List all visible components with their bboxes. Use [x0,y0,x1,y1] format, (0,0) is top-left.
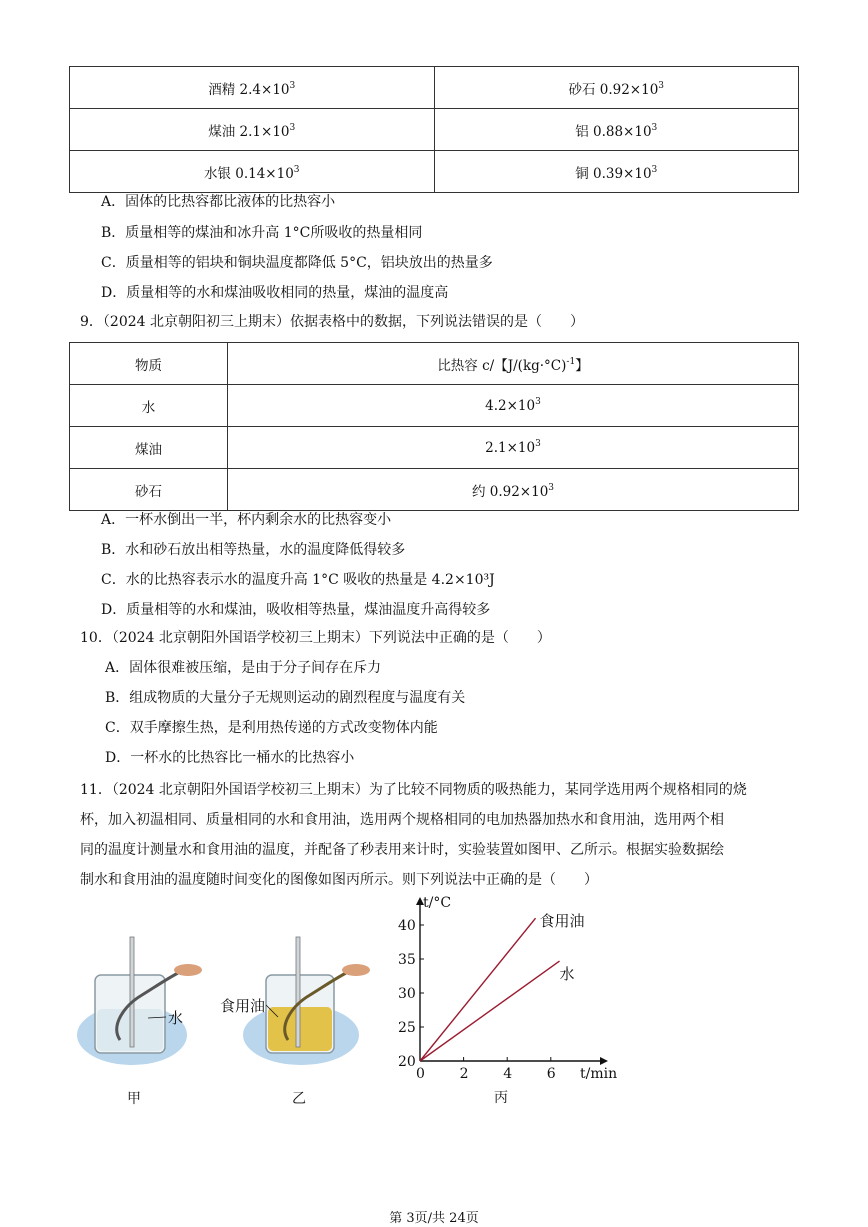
table1-cell-exponent: 3 [658,80,665,91]
table2-substance: 砂石 [70,469,228,511]
table2-substance: 煤油 [70,427,228,469]
table2-header-substance: 物质 [70,343,228,385]
table1-cell-exponent: 3 [289,80,296,91]
table1-row [70,109,799,151]
q10-option-b: B．组成物质的大量分子无规则运动的剧烈程度与温度有关 [105,690,466,706]
yi-heater-plug [342,964,370,976]
table2-value-exponent: 3 [535,397,541,407]
yi-thermometer [296,937,300,1047]
y-tick-label: 20 [398,1054,416,1070]
table2-value-text: 约 0.92×10 [471,483,549,500]
y-tick-label: 40 [398,918,416,934]
yi-figure-label: 乙 [292,1091,306,1107]
specific-heat-table-1 [69,66,799,193]
table2-row [70,427,799,469]
bing-figure-label: 丙 [494,1090,508,1106]
q9-option-c: C．水的比热容表示水的温度升高 1°C 吸收的热量是 4.2×10³J [101,572,495,588]
yi-liquid-label: 食用油 [220,997,266,1015]
y-tick-label: 30 [398,986,416,1002]
q10-option-a: A．固体很难被压缩，是由于分子间存在斥力 [105,660,382,676]
table2-value-exponent: 3 [535,439,541,449]
table1-cell-left [70,151,435,193]
y-tick-label: 25 [398,1020,416,1036]
q9-option-d: D．质量相等的水和煤油，吸收相等热量，煤油温度升高得较多 [101,602,491,618]
table1-cell-text: 酒精 2.4×10 [208,81,290,98]
q10-option-d: D．一杯水的比热容比一桶水的比热容小 [105,750,355,766]
table1-cell-left [70,109,435,151]
table2-substance: 水 [70,385,228,427]
q11-line-2: 杯，加入初温相同、质量相同的水和食用油，选用两个规格相同的电加热器加热水和食用油，选用两个相 [80,812,724,828]
y-tick-label: 35 [398,952,416,968]
table1-cell-exponent: 3 [293,164,300,175]
table1-row [70,67,799,109]
x-axis-label: t/min [580,1066,618,1082]
q10-stem: 10．（2024 北京朝阳外国语学校初三上期末）下列说法中正确的是（ ） [80,630,551,646]
table1-cell-text: 砂石 0.92×10 [568,81,659,98]
x-axis-arrow [600,1057,608,1065]
jia-thermometer [130,937,134,1047]
table1-cell-text: 铜 0.39×10 [575,165,652,182]
table2-value [228,427,799,469]
jia-liquid-label: 水 [168,1009,184,1027]
q8-option-c: C．质量相等的铝块和铜块温度都降低 5°C，铝块放出的热量多 [101,255,493,271]
table2-value-text: 2.1×10 [485,440,536,456]
y-axis-label: t/°C [423,895,452,911]
table2-row [70,385,799,427]
table1-cell-left [70,67,435,109]
series-line-water [420,961,560,1061]
table1-row [70,151,799,193]
jia-figure-label: 甲 [127,1091,141,1107]
table1-cell-text: 煤油 2.1×10 [208,123,290,140]
q9-stem: 9．（2024 北京朝阳初三上期末）依据表格中的数据，下列说法错误的是（ ） [80,314,584,330]
x-tick-label: 6 [546,1066,556,1082]
page-number: 第 3页/共 24页 [389,1211,479,1226]
specific-heat-table-2 [69,342,799,511]
q11-line-4: 制水和食用油的温度随时间变化的图像如图丙所示。则下列说法中正确的是（ ） [80,872,598,888]
x-tick-label: 0 [416,1066,425,1082]
x-tick-label: 2 [459,1066,469,1082]
q8-option-d: D．质量相等的水和煤油吸收相同的热量，煤油的温度高 [101,285,449,301]
series-label-water: 水 [559,965,575,984]
figure-bing-temperature-chart [385,895,625,1110]
q11-line-1: 11．（2024 北京朝阳外国语学校初三上期末）为了比较不同物质的吸热能力，某同学选用两个规格相同的烧 [80,782,747,798]
q9-option-b: B．水和砂石放出相等热量，水的温度降低得较多 [101,542,406,558]
table1-cell-exponent: 3 [651,164,658,175]
series-label-oil: 食用油 [539,912,585,931]
table2-value-text: 4.2×10 [485,398,536,414]
jia-heater-plug [174,964,202,976]
table1-cell-exponent: 3 [289,122,296,133]
q9-option-a: A．一杯水倒出一半，杯内剩余水的比热容变小 [101,512,392,528]
table1-cell-right [434,109,799,151]
q8-option-b: B．质量相等的煤油和冰升高 1°C所吸收的热量相同 [101,225,423,241]
x-tick-label: 4 [503,1066,513,1082]
table1-cell-right [434,67,799,109]
table2-header-specific-heat: 比热容 c/【$J/(kg\cdot^\circ C)^{-1}$】 [228,343,799,385]
table2-row [70,469,799,511]
table2-value [228,385,799,427]
q11-line-3: 同的温度计测量水和食用油的温度，并配备了秒表用来计时，实验装置如图甲、乙所示。根据实验数据绘 [80,842,724,858]
series-line-oil [420,918,536,1061]
table2-value [228,469,799,511]
table1-cell-text: 铝 0.88×10 [575,123,652,140]
table2-value-exponent: 3 [548,482,555,493]
table1-cell-text: 水银 0.14×10 [203,165,294,182]
figure-yi-oil-beaker [218,935,378,1110]
table1-cell-exponent: 3 [651,122,658,133]
q10-option-c: C．双手摩擦生热，是利用热传递的方式改变物体内能 [105,720,438,736]
table1-cell-right [434,151,799,193]
q8-option-a: A．固体的比热容都比液体的比热容小 [101,194,336,210]
figure-jia-water-beaker [70,935,220,1110]
